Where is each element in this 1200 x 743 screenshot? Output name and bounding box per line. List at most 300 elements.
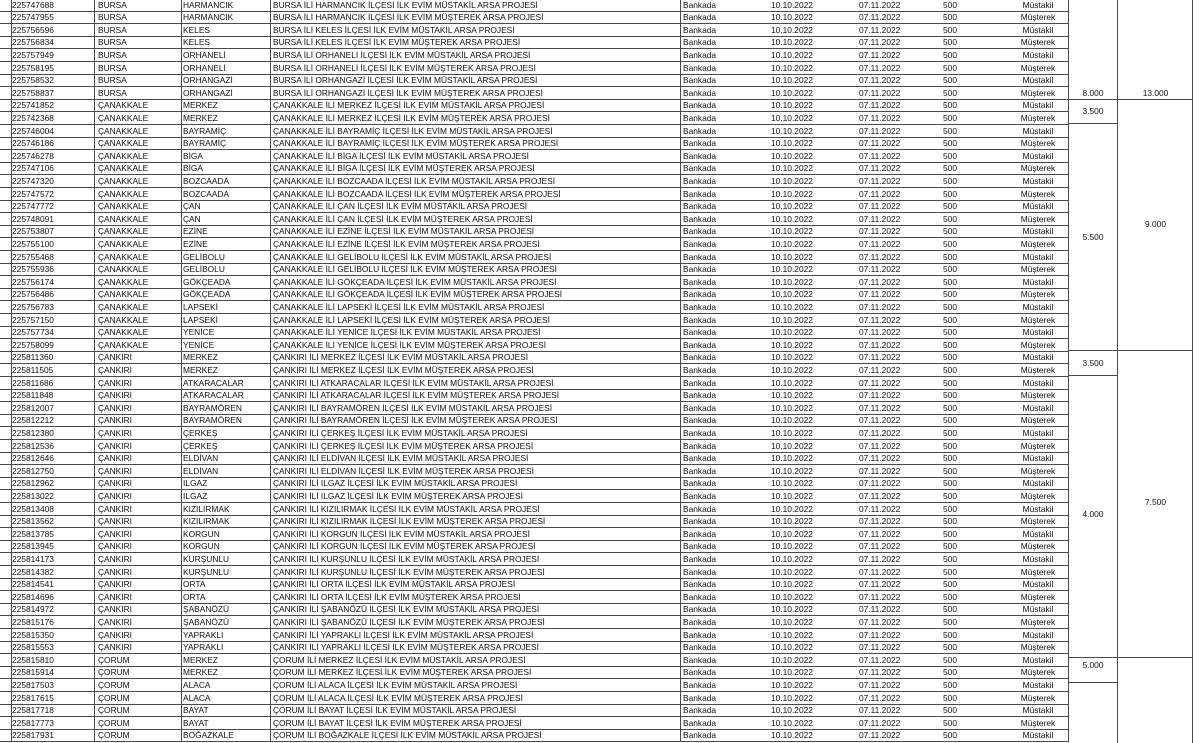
quota-cell: 500 [943, 667, 957, 678]
project-name-cell: ÇANAKKALE İLİ YENİCE İLÇESİ İLK EVİM MÜŞTEREK ARSA PROJESİ [273, 339, 547, 350]
project-name-cell: ÇANKIRI İLİ ATKARACALAR İLÇESİ İLK EVİM MÜŞTEREK ARSA PROJESİ [273, 390, 560, 401]
end-date-cell: 07.11.2022 [859, 175, 901, 186]
project-name-cell: ÇANKIRI İLİ ÇERKEŞ İLÇESİ İLK EVİM MÜŞTEREK ARSA PROJESİ [273, 440, 534, 451]
column-border [680, 0, 681, 742]
application-number-cell: 225747772 [12, 201, 54, 212]
type-cell: Müstakil [1022, 201, 1054, 212]
province-cell: ÇANKIRI [98, 465, 132, 476]
status-cell: Bankada [683, 339, 717, 350]
status-cell: Bankada [683, 427, 717, 438]
quota-cell: 500 [943, 327, 957, 338]
end-date-cell: 07.11.2022 [859, 49, 901, 60]
status-cell: Bankada [683, 125, 717, 136]
application-number-cell: 225812007 [12, 402, 54, 413]
type-cell: Müşterek [1020, 717, 1056, 728]
start-date-cell: 10.10.2022 [771, 339, 813, 350]
start-date-cell: 10.10.2022 [771, 541, 813, 552]
start-date-cell: 10.10.2022 [771, 616, 813, 627]
district-cell: KELES [183, 37, 211, 48]
application-number-cell: 225813785 [12, 528, 54, 539]
project-name-cell: ÇANAKKALE İLİ GÖKÇEADA İLÇESİ İLK EVİM MÜŞTEREK ARSA PROJESİ [273, 289, 563, 300]
start-date-cell: 10.10.2022 [771, 352, 813, 363]
column-border [270, 0, 271, 742]
district-cell: ORHANELİ [183, 49, 226, 60]
application-number-cell: 225817503 [12, 679, 54, 690]
district-cell: KORGUN [183, 528, 220, 539]
province-cell: ÇANKIRI [98, 604, 132, 615]
application-number-cell: 225814696 [12, 591, 54, 602]
status-cell: Bankada [683, 478, 717, 489]
application-number-cell: 225756596 [12, 24, 54, 35]
type-cell: Müşterek [1020, 516, 1056, 527]
application-number-cell: 225755100 [12, 238, 54, 249]
end-date-cell: 07.11.2022 [859, 465, 901, 476]
status-cell: Bankada [683, 591, 717, 602]
quota-cell: 500 [943, 516, 957, 527]
application-number-cell: 225815176 [12, 616, 54, 627]
district-cell: BAYRAMÖREN [183, 402, 242, 413]
start-date-cell: 10.10.2022 [771, 188, 813, 199]
end-date-cell: 07.11.2022 [859, 251, 901, 262]
district-cell: ATKARACALAR [183, 390, 244, 401]
application-number-cell: 225812380 [12, 427, 54, 438]
district-cell: MERKEZ [183, 112, 218, 123]
end-date-cell: 07.11.2022 [859, 692, 901, 703]
district-cell: KIZILIRMAK [183, 516, 230, 527]
type-cell: Müstakil [1022, 125, 1054, 136]
district-cell: ELDİVAN [183, 453, 219, 464]
end-date-cell: 07.11.2022 [859, 402, 901, 413]
start-date-cell: 10.10.2022 [771, 150, 813, 161]
district-cell: ORHANGAZİ [183, 75, 233, 86]
start-date-cell: 10.10.2022 [771, 667, 813, 678]
quota-cell: 500 [943, 528, 957, 539]
start-date-cell: 10.10.2022 [771, 24, 813, 35]
end-date-cell: 07.11.2022 [859, 377, 901, 388]
start-date-cell: 10.10.2022 [771, 138, 813, 149]
project-name-cell: ÇANAKKALE İLİ LAPSEKİ İLÇESİ İLK EVİM MÜSTAKİL ARSA PROJESİ [273, 301, 545, 312]
project-name-cell: ÇANKIRI İLİ KURŞUNLU İLÇESİ İLK EVİM MÜŞTEREK ARSA PROJESİ [273, 566, 545, 577]
status-cell: Bankada [683, 604, 717, 615]
district-quota: 5.500 [1082, 232, 1104, 242]
application-number-cell: 225814972 [12, 604, 54, 615]
quota-cell: 500 [943, 314, 957, 325]
start-date-cell: 10.10.2022 [771, 163, 813, 174]
type-cell: Müşterek [1020, 87, 1056, 98]
application-number-cell: 225813562 [12, 516, 54, 527]
status-cell: Bankada [683, 75, 717, 86]
start-date-cell: 10.10.2022 [771, 62, 813, 73]
quota-cell: 500 [943, 566, 957, 577]
quota-cell: 500 [943, 604, 957, 615]
type-cell: Müstakil [1022, 453, 1054, 464]
start-date-cell: 10.10.2022 [771, 226, 813, 237]
end-date-cell: 07.11.2022 [859, 667, 901, 678]
application-number-cell: 225817615 [12, 692, 54, 703]
end-date-cell: 07.11.2022 [859, 604, 901, 615]
start-date-cell: 10.10.2022 [771, 201, 813, 212]
end-date-cell: 07.11.2022 [859, 226, 901, 237]
project-name-cell: BURSA İLİ ORHANELİ İLÇESİ İLK EVİM MÜŞTEREK ARSA PROJESİ [273, 62, 536, 73]
start-date-cell: 10.10.2022 [771, 679, 813, 690]
end-date-cell: 07.11.2022 [859, 503, 901, 514]
type-cell: Müşterek [1020, 264, 1056, 275]
province-cell: ÇANKIRI [98, 427, 132, 438]
project-name-cell: ÇANAKKALE İLİ ÇAN İLÇESİ İLK EVİM MÜŞTEREK ARSA PROJESİ [273, 213, 533, 224]
row-border [0, 741, 1068, 742]
project-name-cell: BURSA İLİ KELES İLÇESİ İLK EVİM MÜSTAKİL ARSA PROJESİ [273, 24, 515, 35]
end-date-cell: 07.11.2022 [859, 730, 901, 741]
end-date-cell: 07.11.2022 [859, 553, 901, 564]
province-cell: ÇORUM [98, 679, 130, 690]
status-cell: Bankada [683, 453, 717, 464]
column-border [11, 0, 12, 742]
project-name-cell: ÇANKIRI İLİ KORGUN İLÇESİ İLK EVİM MÜSTAKİL ARSA PROJESİ [273, 528, 530, 539]
end-date-cell: 07.11.2022 [859, 24, 901, 35]
start-date-cell: 10.10.2022 [771, 49, 813, 60]
status-cell: Bankada [683, 175, 717, 186]
start-date-cell: 10.10.2022 [771, 314, 813, 325]
quota-border [1068, 123, 1117, 124]
quota-cell: 500 [943, 0, 957, 10]
type-cell: Müstakil [1022, 503, 1054, 514]
end-date-cell: 07.11.2022 [859, 566, 901, 577]
district-quota: 3.500 [1082, 358, 1104, 368]
start-date-cell: 10.10.2022 [771, 415, 813, 426]
quota-cell: 500 [943, 415, 957, 426]
start-date-cell: 10.10.2022 [771, 427, 813, 438]
start-date-cell: 10.10.2022 [771, 503, 813, 514]
end-date-cell: 07.11.2022 [859, 616, 901, 627]
province-cell: ÇANKIRI [98, 553, 132, 564]
quota-border [1192, 0, 1193, 743]
quota-cell: 500 [943, 100, 957, 111]
district-cell: BİGA [183, 150, 204, 161]
quota-cell: 500 [943, 112, 957, 123]
project-name-cell: ÇORUM İLİ BAYAT İLÇESİ İLK EVİM MÜŞTEREK ARSA PROJESİ [273, 717, 522, 728]
type-cell: Müstakil [1022, 276, 1054, 287]
province-cell: ÇANAKKALE [98, 188, 149, 199]
type-cell: Müşterek [1020, 642, 1056, 653]
quota-cell: 500 [943, 352, 957, 363]
project-name-cell: BURSA İLİ ORHANELİ İLÇESİ İLK EVİM MÜSTAKİL ARSA PROJESİ [273, 49, 531, 60]
project-name-cell: ÇANKIRI İLİ ILGAZ İLÇESİ İLK EVİM MÜSTAKİL ARSA PROJESİ [273, 478, 518, 489]
district-cell: BOĞAZKALE [183, 730, 234, 741]
district-cell: EZİNE [183, 238, 208, 249]
status-cell: Bankada [683, 440, 717, 451]
status-cell: Bankada [683, 276, 717, 287]
project-name-cell: ÇORUM İLİ MERKEZ İLÇESİ İLK EVİM MÜSTAKİL ARSA PROJESİ [273, 654, 526, 665]
type-cell: Müstakil [1022, 301, 1054, 312]
district-cell: KORGUN [183, 541, 220, 552]
quota-border [1068, 99, 1192, 100]
project-name-cell: ÇANAKKALE İLİ GELİBOLU İLÇESİ İLK EVİM MÜŞTEREK ARSA PROJESİ [273, 264, 557, 275]
project-name-cell: ÇANKIRI İLİ ILGAZ İLÇESİ İLK EVİM MÜŞTEREK ARSA PROJESİ [273, 490, 523, 501]
type-cell: Müşterek [1020, 163, 1056, 174]
district-cell: YENİCE [183, 339, 215, 350]
status-cell: Bankada [683, 138, 717, 149]
quota-cell: 500 [943, 339, 957, 350]
project-name-cell: ÇANKIRI İLİ ŞABANÖZÜ İLÇESİ İLK EVİM MÜSTAKİL ARSA PROJESİ [273, 604, 540, 615]
status-cell: Bankada [683, 238, 717, 249]
start-date-cell: 10.10.2022 [771, 390, 813, 401]
province-cell: ÇANAKKALE [98, 251, 149, 262]
end-date-cell: 07.11.2022 [859, 490, 901, 501]
province-cell: ÇANKIRI [98, 566, 132, 577]
project-name-cell: ÇORUM İLİ ALACA İLÇESİ İLK EVİM MÜŞTEREK ARSA PROJESİ [273, 692, 523, 703]
status-cell: Bankada [683, 679, 717, 690]
status-cell: Bankada [683, 251, 717, 262]
start-date-cell: 10.10.2022 [771, 377, 813, 388]
application-number-cell: 225817773 [12, 717, 54, 728]
quota-cell: 500 [943, 390, 957, 401]
start-date-cell: 10.10.2022 [771, 579, 813, 590]
province-cell: ÇANAKKALE [98, 327, 149, 338]
end-date-cell: 07.11.2022 [859, 339, 901, 350]
district-cell: BAYAT [183, 705, 209, 716]
district-cell: ÇAN [183, 201, 201, 212]
province-cell: ÇANKIRI [98, 579, 132, 590]
type-cell: Müstakil [1022, 579, 1054, 590]
district-cell: BAYRAMİÇ [183, 125, 227, 136]
status-cell: Bankada [683, 226, 717, 237]
quota-cell: 500 [943, 591, 957, 602]
end-date-cell: 07.11.2022 [859, 364, 901, 375]
province-cell: ÇANAKKALE [98, 125, 149, 136]
status-cell: Bankada [683, 12, 717, 23]
project-name-cell: BURSA İLİ ORHANGAZİ İLÇESİ İLK EVİM MÜSTAKİL ARSA PROJESİ [273, 75, 538, 86]
quota-cell: 500 [943, 629, 957, 640]
province-cell: ÇANAKKALE [98, 175, 149, 186]
start-date-cell: 10.10.2022 [771, 175, 813, 186]
district-cell: ŞABANÖZÜ [183, 616, 230, 627]
province-cell: ÇANAKKALE [98, 226, 149, 237]
status-cell: Bankada [683, 541, 717, 552]
province-cell: ÇANKIRI [98, 440, 132, 451]
application-number-cell: 225756486 [12, 289, 54, 300]
district-cell: MERKEZ [183, 667, 218, 678]
quota-cell: 500 [943, 163, 957, 174]
province-cell: ÇANKIRI [98, 503, 132, 514]
project-name-cell: BURSA İLİ HARMANCIK İLÇESİ İLK EVİM MÜSTAKİL ARSA PROJESİ [273, 0, 538, 10]
status-cell: Bankada [683, 402, 717, 413]
application-number-cell: 225757150 [12, 314, 54, 325]
type-cell: Müşterek [1020, 390, 1056, 401]
province-cell: ÇANKIRI [98, 516, 132, 527]
application-number-cell: 225748091 [12, 213, 54, 224]
start-date-cell: 10.10.2022 [771, 566, 813, 577]
province-cell: ÇANKIRI [98, 490, 132, 501]
quota-cell: 500 [943, 188, 957, 199]
district-cell: MERKEZ [183, 654, 218, 665]
province-cell: ÇANAKKALE [98, 201, 149, 212]
end-date-cell: 07.11.2022 [859, 541, 901, 552]
start-date-cell: 10.10.2022 [771, 453, 813, 464]
district-cell: ILGAZ [183, 478, 208, 489]
type-cell: Müşterek [1020, 541, 1056, 552]
application-number-cell: 225756783 [12, 301, 54, 312]
start-date-cell: 10.10.2022 [771, 364, 813, 375]
project-name-cell: ÇANKIRI İLİ ORTA İLÇESİ İLK EVİM MÜSTAKİL ARSA PROJESİ [273, 579, 516, 590]
province-cell: ÇANKIRI [98, 402, 132, 413]
project-name-cell: ÇANAKKALE İLİ BOZCAADA İLÇESİ İLK EVİM MÜSTAKİL ARSA PROJESİ [273, 175, 556, 186]
province-cell: ÇANKIRI [98, 642, 132, 653]
province-cell: ÇANKIRI [98, 415, 132, 426]
status-cell: Bankada [683, 528, 717, 539]
end-date-cell: 07.11.2022 [859, 453, 901, 464]
project-name-cell: BURSA İLİ ORHANGAZİ İLÇESİ İLK EVİM MÜŞTEREK ARSA PROJESİ [273, 87, 543, 98]
province-cell: BURSA [98, 49, 127, 60]
status-cell: Bankada [683, 49, 717, 60]
start-date-cell: 10.10.2022 [771, 213, 813, 224]
province-cell: ÇANKIRI [98, 629, 132, 640]
quota-cell: 500 [943, 264, 957, 275]
district-quota: 4.000 [1082, 509, 1104, 519]
end-date-cell: 07.11.2022 [859, 679, 901, 690]
project-name-cell: ÇANKIRI İLİ ELDİVAN İLÇESİ İLK EVİM MÜSTAKİL ARSA PROJESİ [273, 453, 529, 464]
start-date-cell: 10.10.2022 [771, 100, 813, 111]
project-name-cell: ÇANKIRI İLİ KURŞUNLU İLÇESİ İLK EVİM MÜSTAKİL ARSA PROJESİ [273, 553, 540, 564]
quota-cell: 500 [943, 62, 957, 73]
type-cell: Müşterek [1020, 188, 1056, 199]
application-number-cell: 225756174 [12, 276, 54, 287]
application-number-cell: 225756834 [12, 37, 54, 48]
province-cell: ÇANKIRI [98, 364, 132, 375]
project-name-cell: ÇANKIRI İLİ KORGUN İLÇESİ İLK EVİM MÜŞTEREK ARSA PROJESİ [273, 541, 536, 552]
status-cell: Bankada [683, 188, 717, 199]
end-date-cell: 07.11.2022 [859, 12, 901, 23]
application-number-cell: 225742368 [12, 112, 54, 123]
quota-cell: 500 [943, 503, 957, 514]
status-cell: Bankada [683, 352, 717, 363]
start-date-cell: 10.10.2022 [771, 654, 813, 665]
district-cell: BOZCAADA [183, 175, 230, 186]
status-cell: Bankada [683, 364, 717, 375]
type-cell: Müstakil [1022, 705, 1054, 716]
type-cell: Müstakil [1022, 24, 1054, 35]
quota-cell: 500 [943, 175, 957, 186]
application-number-cell: 225747688 [12, 0, 54, 10]
province-cell: ÇANKIRI [98, 377, 132, 388]
province-cell: ÇANAKKALE [98, 213, 149, 224]
quota-border [1068, 375, 1117, 376]
status-cell: Bankada [683, 163, 717, 174]
district-cell: ÇAN [183, 213, 201, 224]
project-name-cell: ÇANKIRI İLİ YAPRAKLI İLÇESİ İLK EVİM MÜŞTEREK ARSA PROJESİ [273, 642, 539, 653]
start-date-cell: 10.10.2022 [771, 0, 813, 10]
project-name-cell: ÇANAKKALE İLİ YENİCE İLÇESİ İLK EVİM MÜSTAKİL ARSA PROJESİ [273, 327, 541, 338]
project-name-cell: ÇANAKKALE İLİ BİGA İLÇESİ İLK EVİM MÜSTAKİL ARSA PROJESİ [273, 150, 529, 161]
project-name-cell: ÇANAKKALE İLİ MERKEZ İLÇESİ İLK EVİM MÜSTAKİL ARSA PROJESİ [273, 100, 545, 111]
project-name-cell: ÇANKIRI İLİ ATKARACALAR İLÇESİ İLK EVİM MÜSTAKİL ARSA PROJESİ [273, 377, 554, 388]
type-cell: Müşterek [1020, 238, 1056, 249]
start-date-cell: 10.10.2022 [771, 238, 813, 249]
start-date-cell: 10.10.2022 [771, 717, 813, 728]
start-date-cell: 10.10.2022 [771, 553, 813, 564]
quota-cell: 500 [943, 238, 957, 249]
type-cell: Müstakil [1022, 75, 1054, 86]
district-cell: LAPSEKİ [183, 314, 218, 325]
type-cell: Müstakil [1022, 604, 1054, 615]
province-cell: ÇANKIRI [98, 390, 132, 401]
type-cell: Müşterek [1020, 616, 1056, 627]
province-cell: ÇANAKKALE [98, 264, 149, 275]
end-date-cell: 07.11.2022 [859, 478, 901, 489]
start-date-cell: 10.10.2022 [771, 591, 813, 602]
type-cell: Müşterek [1020, 12, 1056, 23]
type-cell: Müstakil [1022, 0, 1054, 10]
end-date-cell: 07.11.2022 [859, 87, 901, 98]
type-cell: Müşterek [1020, 364, 1056, 375]
status-cell: Bankada [683, 213, 717, 224]
application-number-cell: 225741852 [12, 100, 54, 111]
province-cell: BURSA [98, 37, 127, 48]
end-date-cell: 07.11.2022 [859, 516, 901, 527]
province-cell: ÇANAKKALE [98, 163, 149, 174]
quota-cell: 500 [943, 440, 957, 451]
quota-cell: 500 [943, 213, 957, 224]
quota-cell: 500 [943, 679, 957, 690]
type-cell: Müstakil [1022, 402, 1054, 413]
start-date-cell: 10.10.2022 [771, 112, 813, 123]
end-date-cell: 07.11.2022 [859, 427, 901, 438]
status-cell: Bankada [683, 100, 717, 111]
end-date-cell: 07.11.2022 [859, 654, 901, 665]
application-number-cell: 225811360 [12, 352, 54, 363]
project-name-cell: ÇANAKKALE İLİ EZİNE İLÇESİ İLK EVİM MÜSTAKİL ARSA PROJESİ [273, 226, 535, 237]
application-number-cell: 225755936 [12, 264, 54, 275]
quota-cell: 500 [943, 289, 957, 300]
start-date-cell: 10.10.2022 [771, 327, 813, 338]
end-date-cell: 07.11.2022 [859, 213, 901, 224]
status-cell: Bankada [683, 705, 717, 716]
end-date-cell: 07.11.2022 [859, 591, 901, 602]
end-date-cell: 07.11.2022 [859, 629, 901, 640]
status-cell: Bankada [683, 642, 717, 653]
district-cell: BAYRAMİÇ [183, 138, 227, 149]
quota-cell: 500 [943, 364, 957, 375]
district-cell: KIZILIRMAK [183, 503, 230, 514]
district-quota: 5.000 [1082, 660, 1104, 670]
project-name-cell: ÇANAKKALE İLİ EZİNE İLÇESİ İLK EVİM MÜŞTEREK ARSA PROJESİ [273, 238, 540, 249]
application-number-cell: 225812750 [12, 465, 54, 476]
quota-cell: 500 [943, 453, 957, 464]
province-cell: BURSA [98, 75, 127, 86]
province-cell: ÇANAKKALE [98, 150, 149, 161]
quota-cell: 500 [943, 251, 957, 262]
application-number-cell: 225758195 [12, 62, 54, 73]
province-cell: ÇANAKKALE [98, 100, 149, 111]
project-name-cell: ÇANAKKALE İLİ GELİBOLU İLÇESİ İLK EVİM MÜSTAKİL ARSA PROJESİ [273, 251, 552, 262]
district-cell: HARMANCIK [183, 12, 234, 23]
application-number-cell: 225815914 [12, 667, 54, 678]
project-name-cell: ÇORUM İLİ ALACA İLÇESİ İLK EVİM MÜSTAKİL ARSA PROJESİ [273, 679, 518, 690]
type-cell: Müşterek [1020, 339, 1056, 350]
type-cell: Müşterek [1020, 465, 1056, 476]
province-cell: ÇORUM [98, 717, 130, 728]
quota-cell: 500 [943, 642, 957, 653]
start-date-cell: 10.10.2022 [771, 289, 813, 300]
district-cell: ORHANGAZİ [183, 87, 233, 98]
application-number-cell: 225815553 [12, 642, 54, 653]
application-number-cell: 225755468 [12, 251, 54, 262]
type-cell: Müstakil [1022, 730, 1054, 741]
status-cell: Bankada [683, 616, 717, 627]
district-cell: BİGA [183, 163, 204, 174]
province-cell: ÇORUM [98, 692, 130, 703]
province-cell: BURSA [98, 0, 127, 10]
project-name-cell: ÇANAKKALE İLİ BAYRAMİÇ İLÇESİ İLK EVİM MÜSTAKİL ARSA PROJESİ [273, 125, 553, 136]
